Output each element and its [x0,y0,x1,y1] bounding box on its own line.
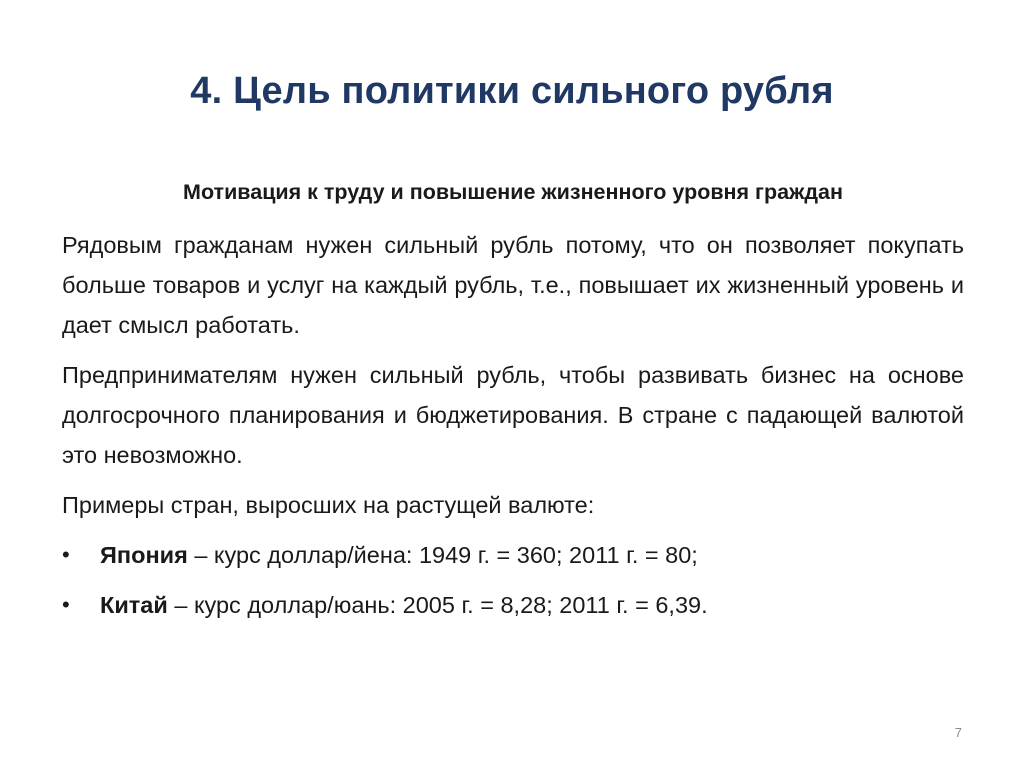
country-name: Китай [100,592,168,618]
slide-title: 4. Цель политики сильного рубля [190,70,834,112]
slide-content [62,176,964,635]
examples-list [62,535,964,625]
exchange-rate-text: – курс доллар/юань: 2005 г. = 8,28; 2011 г. = 6,39. [167,592,708,618]
bullet-icon: • [62,542,70,567]
list-item-china [62,585,964,625]
country-name: Япония [100,542,188,568]
page-number: 7 [954,725,962,740]
list-item-japan [62,535,964,575]
bullet-icon: • [62,592,70,617]
paragraph-examples-intro: Примеры стран, выросших на растущей валюте: [62,492,595,518]
slide-subtitle: Мотивация к труду и повышение жизненного уровня граждан [183,180,843,204]
paragraph-citizens: Рядовым гражданам нужен сильный рубль потому, что он позволяет покупать больше товаров и услуг на каждый рубль, т.е., повышает их жизненный уровень и дает смысл работать. [62,232,964,338]
exchange-rate-text: – курс доллар/йена: 1949 г. = 360; 2011 г. = 80; [187,542,698,568]
paragraph-entrepreneurs: Предпринимателям нужен сильный рубль, чтобы развивать бизнес на основе долгосрочного планирования и бюджетирования. В стране с падающей валютой это невозможно. [62,362,964,468]
